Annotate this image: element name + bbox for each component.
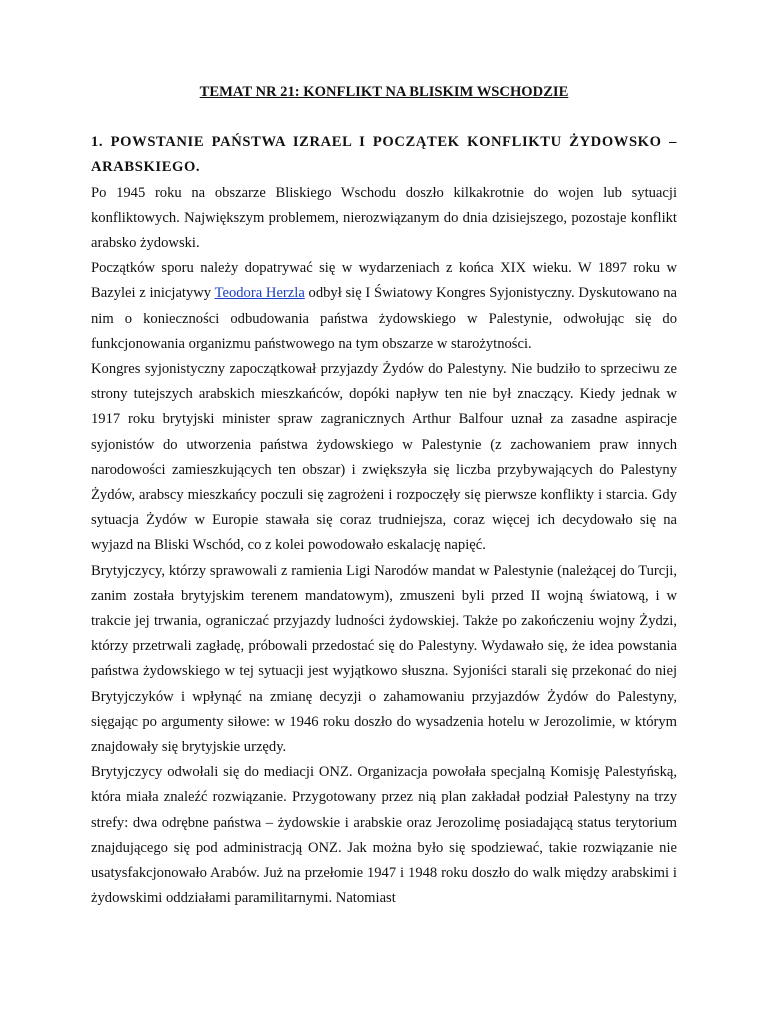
document-title: TEMAT NR 21: KONFLIKT NA BLISKIM WSCHODZIE [199,84,569,100]
paragraph-5: Brytyjczycy odwołali się do mediacji ONZ. Organizacja powołała specjalną Komisję Palestyńską, która miała znaleźć rozwiązanie. Przygotowany przez nią plan zakładał podział Palestyny na trzy strefy: dwa odrębne państwa – żydowskie i arabskie oraz Jerozolimę posiadającą status terytorium znajdującego się pod administracją ONZ. Jak można było się spodziewać, takie rozwiązanie nie usatysfakcjonowało Arabów. Już na przełomie 1947 i 1948 roku doszło do walk między arabskimi i żydowskimi oddziałami paramilitarnymi. Natomiast [91,764,677,907]
paragraph-3: Kongres syjonistyczny zapoczątkował przyjazdy Żydów do Palestyny. Nie budziło to sprzeciwu ze strony tutejszych arabskich mieszkańców, dopóki napływ ten nie był znaczący. Kiedy jednak w 1917 roku brytyjski minister spraw zagranicznych Arthur Balfour uznał za zasadne aspiracje syjonistów do utworzenia państwa żydowskiego w Palestynie (z zachowaniem praw innych narodowości zamieszkujących ten obszar) i zwiększyła się liczba przybywających do Palestyny Żydów, arabscy mieszkańcy poczuli się zagrożeni i rozpoczęły się pierwsze konflikty i starcia. Gdy sytuacja Żydów w Europie stawała się coraz trudniejsza, coraz więcej ich decydowało się na wyjazd na Bliski Wschód, co z kolei powodowało eskalację napięć. [91,361,677,554]
paragraph-2-text-start: Początków sporu należy dopatrywać się w wydarzeniach z końca XIX wieku. W 1897 roku w Bazylei z inicjatywy [91,260,677,302]
paragraph-4: Brytyjczycy, którzy sprawowali z ramienia Ligi Narodów mandat w Palestynie (należącej do Turcji, zanim została brytyjskim terenem mandatowym), zmuszeni byli przed II wojną światową, i w trakcie jej trwania, ograniczać przyjazdy ludności żydowskiej. Także po zakończeniu wojny Żydzi, którzy przetrwali zagładę, próbowali przedostać się do Palestyny. Wydawało się, że idea powstania państwa żydowskiego w tej sytuacji jest wyjątkowo słuszna. Syjoniści starali się przekonać do niej Brytyjczyków i wpłynąć na zmianę decyzji o zahamowaniu przyjazdów Żydów do Palestyny, sięgając po argumenty siłowe: w 1946 roku doszło do wysadzenia hotelu w Jerozolimie, w którym znajdowały się brytyjskie urzędy. [91,562,677,756]
document-page [91,80,677,912]
paragraph-2 [91,256,677,357]
paragraph-1: Po 1945 roku na obszarze Bliskiego Wschodu doszło kilkakrotnie do wojen lub sytuacji konfliktowych. Największym problemem, nierozwiązanym do dnia dzisiejszego, pozostaje konflikt arabsko żydowski. [91,184,677,252]
section-heading: 1. POWSTANIE PAŃSTWA IZRAEL I POCZĄTEK KONFLIKTU ŻYDOWSKO – ARABSKIEGO. [91,134,677,176]
paragraph-2-text-end: odbył się I Światowy Kongres Syjonistyczny. Dyskutowano na nim o konieczności odbudowania państwa żydowskiego w Palestynie, odwołując się do funkcjonowania organizmu państwowego na tym obszarze w starożytności. [91,285,677,352]
herzl-link[interactable]: Teodora Herzla [214,285,305,302]
